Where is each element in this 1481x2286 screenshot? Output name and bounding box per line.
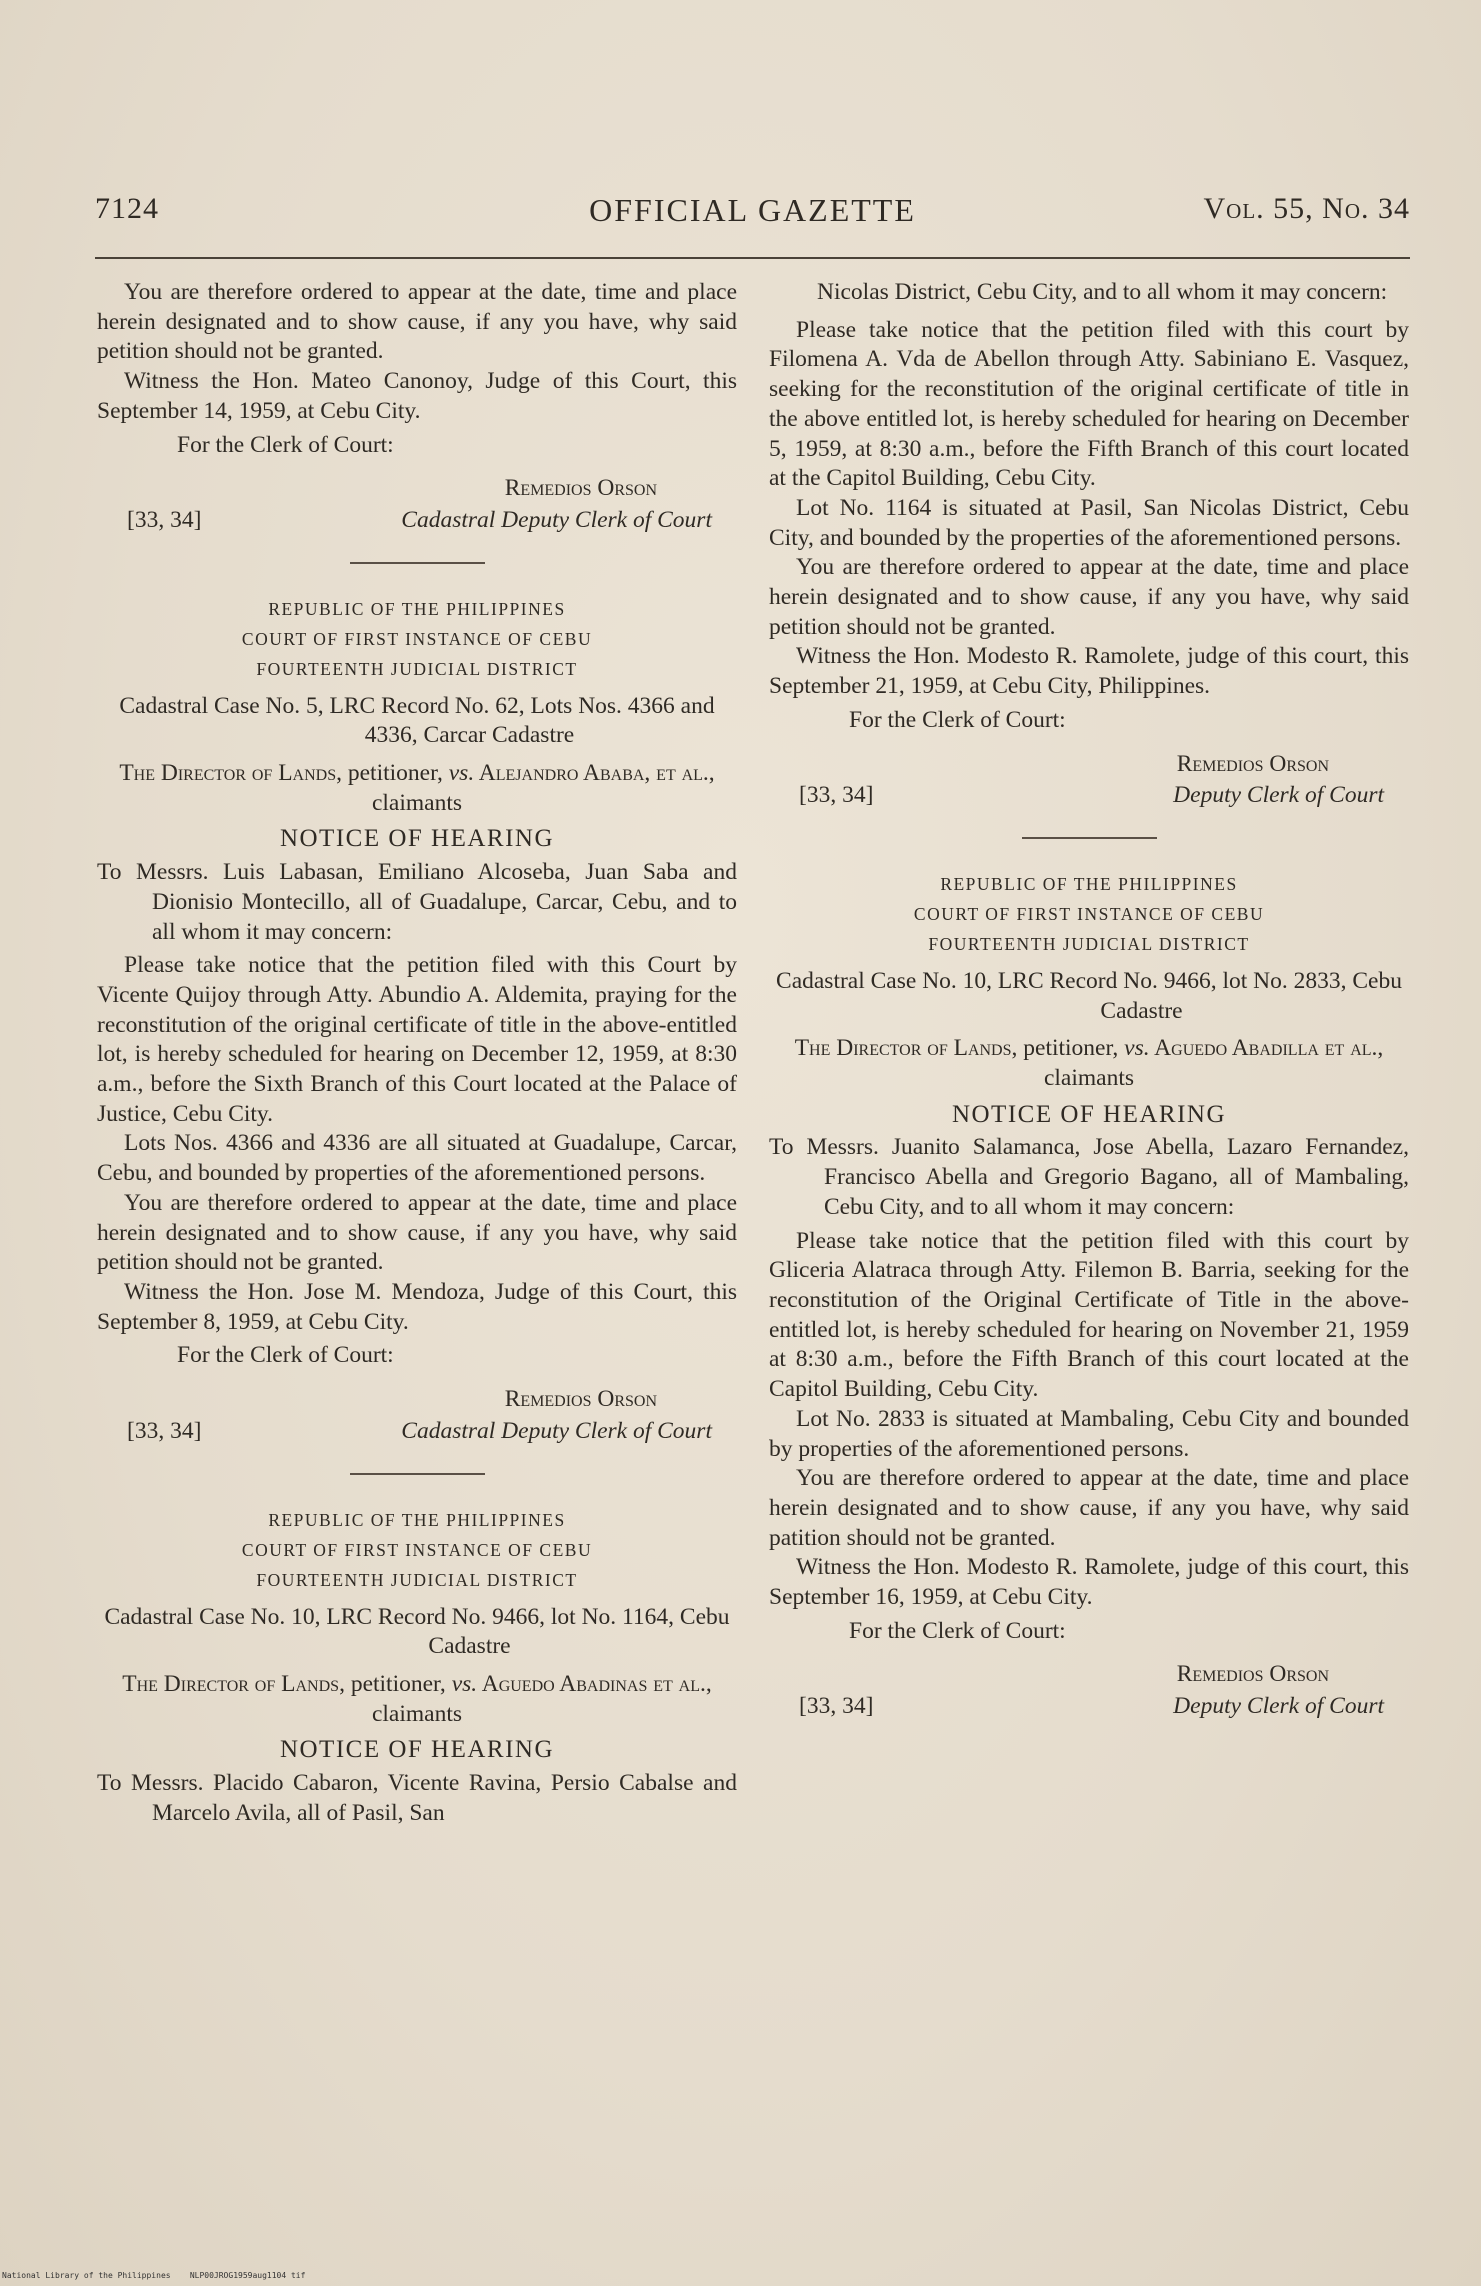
notice-paragraph: You are therefore ordered to appear at the date, time and place herein designated and to show cause, if any you have, why said petition should not be granted.	[97, 1189, 737, 1276]
for-clerk-line: For the Clerk of Court:	[849, 1617, 1066, 1644]
signature-line	[97, 506, 737, 536]
court-name: REPUBLIC OF THE PHILIPPINES	[268, 1509, 566, 1530]
signer-role: Deputy Clerk of Court	[1173, 782, 1384, 809]
notice-paragraph: Please take notice that the petition filed with this Court by Vicente Quijoy through Atty. Abundio A. Aldemita, praying for the reconstitution of the original certificate of title in the above-entitled lot, is hereby scheduled for hearing on December 12, 1959, at 8:30 a.m., before the Sixth Branch of this Court located at the Palace of Justice, Cebu City.	[97, 952, 737, 1127]
left-column	[97, 278, 737, 1828]
intro-paragraph: Witness the Hon. Mateo Canonoy, Judge of this Court, this September 14, 1959, at Cebu City.	[97, 368, 737, 424]
volume-number: Vol. 55, No. 34	[1203, 192, 1410, 225]
notice-paragraph: Please take notice that the petition filed with this court by Gliceria Alatraca through Atty. Filemon B. Barria, seeking for the reconstitution of the Original Certificate of Title in the above-entitled lot, is hereby scheduled for hearing on November 21, 1959 at 8:30 a.m., before the Fifth Branch of this court located at the Capitol Building, Cebu City.	[769, 1227, 1409, 1403]
signature-line	[769, 781, 1409, 811]
notice-paragraph: Witness the Hon. Modesto R. Ramolete, judge of this court, this September 16, 1959, at Cebu City.	[769, 1554, 1409, 1611]
notice-paragraph: You are therefore ordered to appear at the date, time and place herein designated and to show cause, if any you have, why said petition should not be granted.	[769, 554, 1409, 640]
section-divider	[350, 562, 485, 564]
court-name: REPUBLIC OF THE PHILIPPINES	[940, 873, 1238, 894]
signer-role: Cadastral Deputy Clerk of Court	[401, 506, 712, 533]
court-name: COURT OF FIRST INSTANCE OF CEBU	[241, 1539, 593, 1560]
signature-line	[769, 1692, 1409, 1722]
issue-reference: [33, 34]	[799, 1693, 874, 1720]
notice-lot-2833	[769, 869, 1409, 1722]
issue-reference: [33, 34]	[127, 506, 202, 533]
notice-heading: NOTICE OF HEARING	[951, 1100, 1227, 1128]
signer-role: Cadastral Deputy Clerk of Court	[401, 1417, 712, 1444]
signer-name: Remedios Orson	[1176, 1661, 1329, 1688]
issue-reference: [33, 34]	[799, 782, 874, 809]
signature-line	[97, 1417, 737, 1447]
scan-footer: National Library of the Philippines NLP00JROG1959aug1104 tif	[2, 2271, 306, 2280]
addressees: To Messrs. Juanito Salamanca, Jose Abella, Lazaro Fernandez, Francisco Abella and Gregorio Bagano, all of Mambaling, Cebu City, and to all whom it may concern:	[769, 1134, 1409, 1220]
for-clerk-line: For the Clerk of Court:	[849, 706, 1066, 733]
notice-paragraph: Please take notice that the petition filed with this court by Filomena A. Vda de Abellon through Atty. Sabiniano E. Vasquez, seeking for the reconstitution of the original certificate of title in the above entitled lot, is hereby scheduled for hearing on December 5, 1959, at 8:30 a.m., before the Fifth Branch of this court located at the Capitol Building, Cebu City.	[769, 316, 1409, 492]
court-name: FOURTEENTH JUDICIAL DISTRICT	[256, 1569, 578, 1590]
case-title: Cadastral Case No. 5, LRC Record No. 62, Lots Nos. 4366 and 4336, Carcar Cadastre	[119, 692, 715, 749]
notice-paragraph: Witness the Hon. Modesto R. Ramolete, judge of this court, this September 21, 1959, at Cebu City, Philippines.	[769, 643, 1409, 700]
case-parties: The Director of Lands, petitioner, vs. Aguedo Abadilla et al., claimants	[794, 1035, 1384, 1092]
case-title: Cadastral Case No. 10, LRC Record No. 9466, lot No. 1164, Cebu Cadastre	[104, 1603, 730, 1660]
issue-reference: [33, 34]	[127, 1417, 202, 1444]
court-name: REPUBLIC OF THE PHILIPPINES	[268, 598, 566, 619]
for-clerk-line: For the Clerk of Court:	[177, 1342, 394, 1369]
publication-title: OFFICIAL GAZETTE	[589, 192, 916, 228]
page-number: 7124	[95, 192, 159, 225]
notice-paragraph: You are therefore ordered to appear at the date, time and place herein designated and to show cause, if any you have, why said patition should not be granted.	[769, 1465, 1409, 1551]
case-title: Cadastral Case No. 10, LRC Record No. 9466, lot No. 2833, Cebu Cadastre	[776, 967, 1402, 1024]
signer-role: Deputy Clerk of Court	[1173, 1693, 1384, 1720]
signer-name: Remedios Orson	[504, 475, 657, 502]
signer-name: Remedios Orson	[504, 1386, 657, 1413]
court-name: FOURTEENTH JUDICIAL DISTRICT	[928, 933, 1250, 954]
notice-paragraph: Witness the Hon. Jose M. Mendoza, Judge of this Court, this September 8, 1959, at Cebu City.	[97, 1278, 737, 1335]
section-divider	[1022, 837, 1157, 839]
notice-paragraph: Lot No. 2833 is situated at Mambaling, Cebu City and bounded by properties of the aforementioned persons.	[769, 1405, 1409, 1462]
section-divider	[350, 1473, 485, 1475]
court-name: COURT OF FIRST INSTANCE OF CEBU	[241, 628, 593, 649]
court-name: FOURTEENTH JUDICIAL DISTRICT	[256, 658, 578, 679]
addressees: To Messrs. Placido Cabaron, Vicente Ravina, Persio Cabalse and Marcelo Avila, all of Pasil, San	[97, 1770, 737, 1826]
notice-heading: NOTICE OF HEARING	[279, 1736, 555, 1764]
addressees-continued: Nicolas District, Cebu City, and to all whom it may concern:	[817, 279, 1388, 305]
court-name: COURT OF FIRST INSTANCE OF CEBU	[913, 903, 1265, 924]
intro-paragraph: You are therefore ordered to appear at the date, time and place herein designated and to show cause, if any you have, why said petition should not be granted.	[97, 279, 737, 365]
notice-heading: NOTICE OF HEARING	[279, 825, 555, 853]
signer-name: Remedios Orson	[1176, 750, 1329, 777]
case-parties: The Director of Lands, petitioner, vs. Alejandro Ababa, et al., claimants	[119, 760, 715, 816]
page-header	[95, 192, 1410, 242]
case-parties: The Director of Lands, petitioner, vs. Aguedo Abadinas et al., claimants	[122, 1670, 712, 1727]
for-clerk-line: For the Clerk of Court:	[177, 431, 394, 458]
header-rule	[95, 257, 1410, 259]
notice-lot-1164	[97, 1505, 737, 1829]
addressees: To Messrs. Luis Labasan, Emiliano Alcoseba, Juan Saba and Dionisio Montecillo, all of Guadalupe, Carcar, Cebu, and to all whom it may concern:	[97, 859, 737, 945]
right-column	[769, 278, 1409, 1722]
notice-lot-4366	[97, 594, 737, 1447]
notice-paragraph: Lots Nos. 4366 and 4336 are all situated at Guadalupe, Carcar, Cebu, and bounded by properties of the aforementioned persons.	[97, 1130, 737, 1187]
notice-paragraph: Lot No. 1164 is situated at Pasil, San Nicolas District, Cebu City, and bounded by the properties of the aforementioned persons.	[769, 494, 1409, 551]
